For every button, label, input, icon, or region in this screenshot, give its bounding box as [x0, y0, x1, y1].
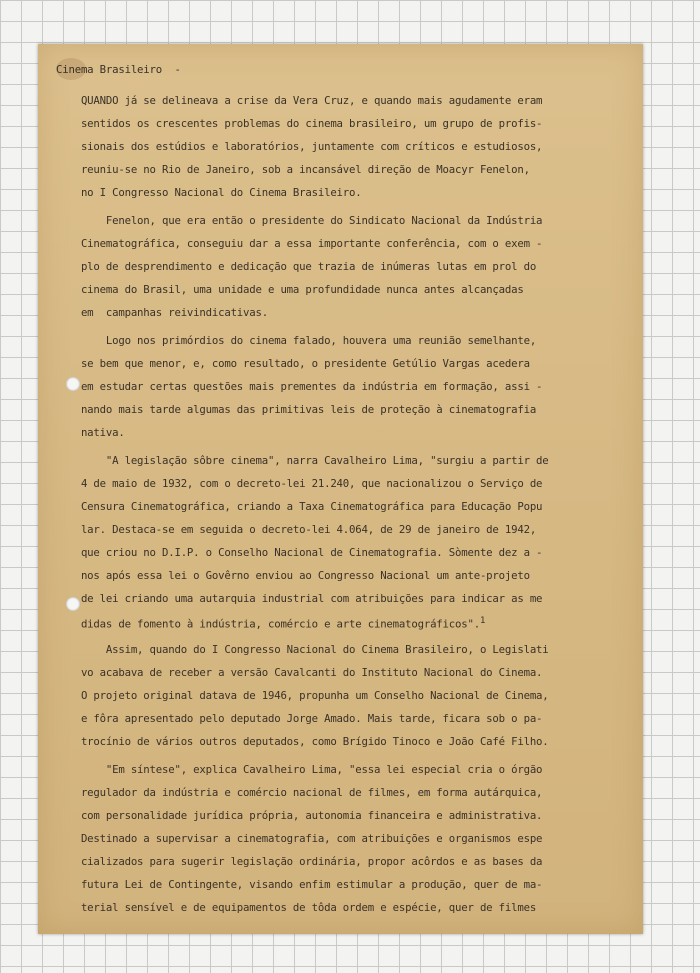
- text-line: [56, 610, 641, 633]
- text-line: Destinado a supervisar a cinematografia, com atribuições e organismos espe: [56, 832, 543, 845]
- text-line: Assim, quando do I Congresso Nacional do Cinema Brasileiro, o Legislati: [56, 643, 549, 656]
- text-line: sionais dos estúdios e laboratórios, juntamente com críticos e estudiosos,: [56, 140, 543, 153]
- text-line: 4 de maio de 1932, com o decreto-lei 21.240, que nacionalizou o Serviço de: [56, 477, 543, 490]
- text-line: nos após essa lei o Govêrno enviou ao Congresso Nacional um ante-projeto: [56, 569, 530, 582]
- footnote-marker: 1: [479, 616, 486, 626]
- text-line: cinema do Brasil, uma unidade e uma profundidade nunca antes alcançadas: [56, 283, 524, 296]
- text-line: nativa.: [56, 426, 125, 439]
- paragraph: [56, 449, 641, 633]
- text-line: "Em síntese", explica Cavalheiro Lima, "essa lei especial cria o órgão: [56, 763, 543, 776]
- typewritten-page: [38, 44, 643, 934]
- text-line: plo de desprendimento e dedicação que trazia de inúmeras lutas em prol do: [56, 260, 537, 273]
- text-line: e fôra apresentado pelo deputado Jorge Amado. Mais tarde, ficara sob o pa-: [56, 712, 543, 725]
- text-line: se bem que menor, e, como resultado, o presidente Getúlio Vargas acedera: [56, 357, 530, 370]
- document-header: Cinema Brasileiro -: [56, 63, 181, 76]
- text-line: Fenelon, que era então o presidente do Sindicato Nacional da Indústria: [56, 214, 543, 227]
- text-line: cializados para sugerir legislação ordinária, propor acôrdos e as bases da: [56, 855, 543, 868]
- paragraph: [56, 758, 641, 919]
- text-line: reuniu-se no Rio de Janeiro, sob a incansável direção de Moacyr Fenelon,: [56, 163, 530, 176]
- text-line: sentidos os crescentes problemas do cinema brasileiro, um grupo de profis-: [56, 117, 543, 130]
- text-line: nando mais tarde algumas das primitivas leis de proteção à cinematografia: [56, 403, 537, 416]
- paragraph: [56, 329, 641, 444]
- text-line: terial sensível e de equipamentos de tôda ordem e espécie, quer de filmes: [56, 901, 537, 914]
- text-line: lar. Destaca-se em seguida o decreto-lei 4.064, de 29 de janeiro de 1942,: [56, 523, 537, 536]
- paragraph: [56, 209, 641, 324]
- text-line: com personalidade jurídica própria, autonomia financeira e administrativa.: [56, 809, 543, 822]
- text-line: regulador da indústria e comércio nacional de filmes, em forma autárquica,: [56, 786, 543, 799]
- text-line: que criou no D.I.P. o Conselho Nacional de Cinematografia. Sòmente dez a -: [56, 546, 543, 559]
- paragraph: [56, 638, 641, 753]
- text-fragment: didas de fomento à indústria, comércio e arte cinematográficos".: [56, 617, 480, 631]
- text-line: em campanhas reivindicativas.: [56, 306, 268, 319]
- text-line: O projeto original datava de 1946, propunha um Conselho Nacional de Cinema,: [56, 689, 549, 702]
- text-line: de lei criando uma autarquia industrial com atribuições para indicar as me: [56, 592, 543, 605]
- text-line: Logo nos primórdios do cinema falado, houvera uma reunião semelhante,: [56, 334, 537, 347]
- text-line: futura Lei de Contingente, visando enfim estimular a produção, quer de ma-: [56, 878, 543, 891]
- text-line: trocínio de vários outros deputados, como Brígido Tinoco e João Café Filho.: [56, 735, 549, 748]
- text-line: QUANDO já se delineava a crise da Vera Cruz, e quando mais agudamente eram: [56, 94, 543, 107]
- paragraph: [56, 89, 641, 204]
- document-body: [56, 58, 641, 919]
- text-line: vo acabava de receber a versão Cavalcanti do Instituto Nacional do Cinema.: [56, 666, 543, 679]
- text-line: no I Congresso Nacional do Cinema Brasileiro.: [56, 186, 362, 199]
- text-line: Censura Cinematográfica, criando a Taxa Cinematográfica para Educação Popu: [56, 500, 543, 513]
- text-line: "A legislação sôbre cinema", narra Cavalheiro Lima, "surgiu a partir de: [56, 454, 549, 467]
- text-line: Cinematográfica, conseguiu dar a essa importante conferência, com o exem -: [56, 237, 543, 250]
- text-line: em estudar certas questões mais prementes da indústria em formação, assi -: [56, 380, 543, 393]
